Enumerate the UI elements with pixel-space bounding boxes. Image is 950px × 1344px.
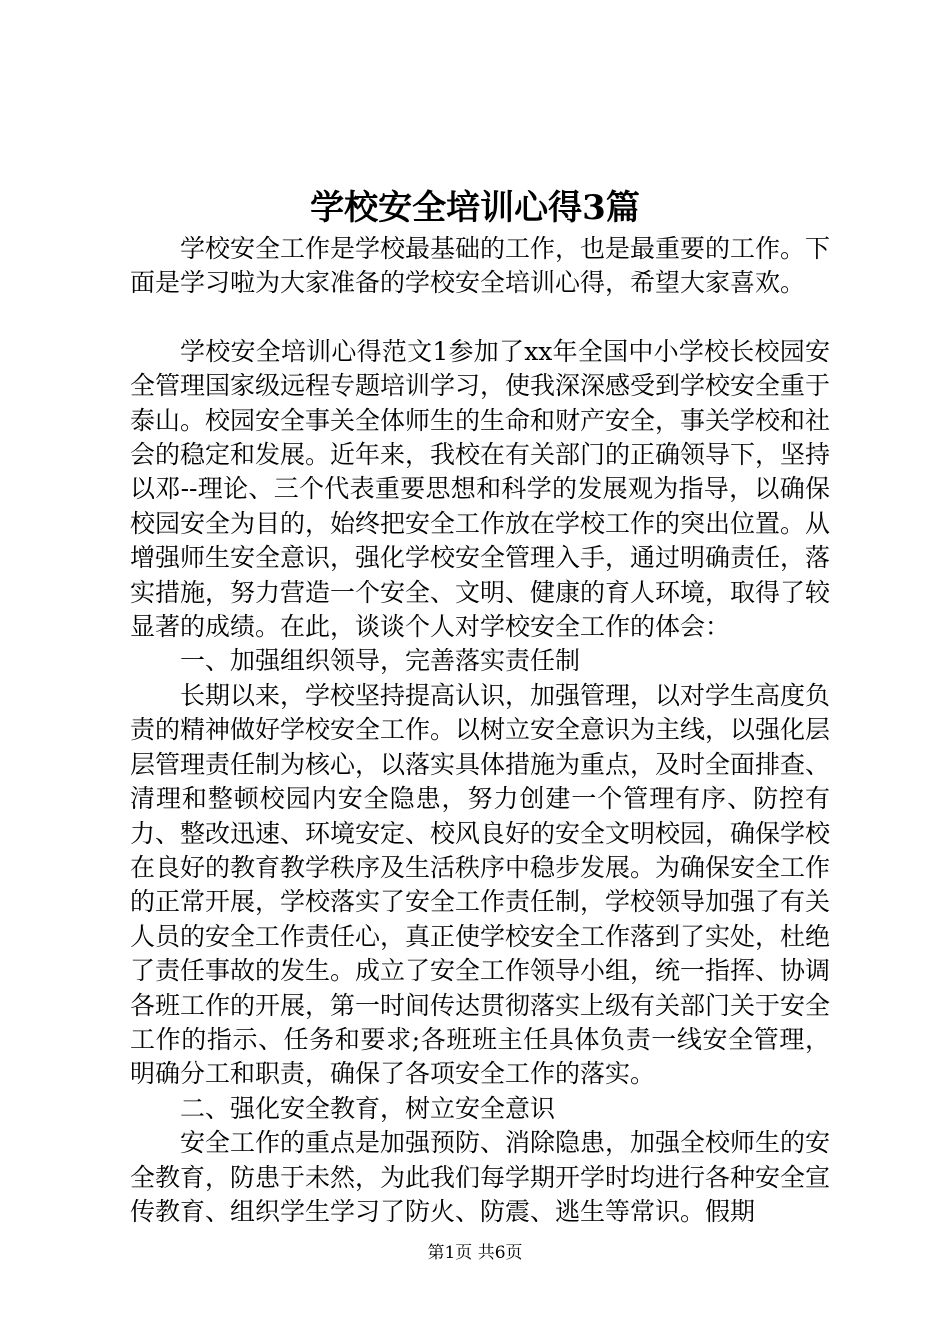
document-title: 学校安全培训心得3篇 (310, 188, 640, 228)
section-heading-1: 一、加强组织领导，完善落实责任制 (180, 646, 581, 676)
essay-paragraph-3: 安全工作的重点是加强预防、消除隐患，加强全校师生的安全教育，防患于未然，为此我们每学期开学时均进行各种安全宣传教育、组织学生学习了防火、防震、逃生等常识。假期 (130, 1128, 831, 1226)
page-footer: 第1页 共6页 (427, 1243, 523, 1263)
document-body (130, 232, 830, 1229)
intro-paragraph: 学校安全工作是学校最基础的工作，也是最重要的工作。下面是学习啦为大家准备的学校安全培训心得，希望大家喜欢。 (130, 234, 831, 298)
essay-paragraph-2: 长期以来，学校坚持提高认识，加强管理，以对学生高度负责的精神做好学校安全工作。以树立安全意识为主线，以强化层层管理责任制为核心，以落实具体措施为重点，及时全面排查、清理和整顿校园内安全隐患，努力创建一个管理有序、防控有力、整改迅速、环境安定、校风良好的安全文明校园，确保学校在良好的教育教学秩序及生活秩序中稳步发展。为确保安全工作的正常开展，学校落实了安全工作责任制，学校领导加强了有关人员的安全工作责任心，真正使学校安全工作落到了实处，杜绝了责任事故的发生。成立了安全工作领导小组，统一指挥、协调各班工作的开展，第一时间传达贯彻落实上级有关部门关于安全工作的指示、任务和要求;各班班主任具体负责一线安全管理，明确分工和职责，确保了各项安全工作的落实。 (130, 680, 831, 1089)
paragraph-gap (130, 301, 830, 335)
section-heading-2: 二、强化安全教育，树立安全意识 (180, 1093, 556, 1123)
essay-paragraph-1: 学校安全培训心得范文1参加了xx年全国中小学校长校园安全管理国家级远程专题培训学习，使我深深感受到学校安全重于泰山。校园安全事关全体师生的生命和财产安全，事关学校和社会的稳定和发展。近年来，我校在有关部门的正确领导下，坚持以邓--理论、三个代表重要思想和科学的发展观为指导，以确保校园安全为目的，始终把安全工作放在学校工作的突出位置。从增强师生安全意识，强化学校安全管理入手，通过明确责任，落实措施，努力营造一个安全、文明、健康的育人环境，取得了较显著的成绩。在此，谈谈个人对学校安全工作的体会： (130, 336, 831, 642)
